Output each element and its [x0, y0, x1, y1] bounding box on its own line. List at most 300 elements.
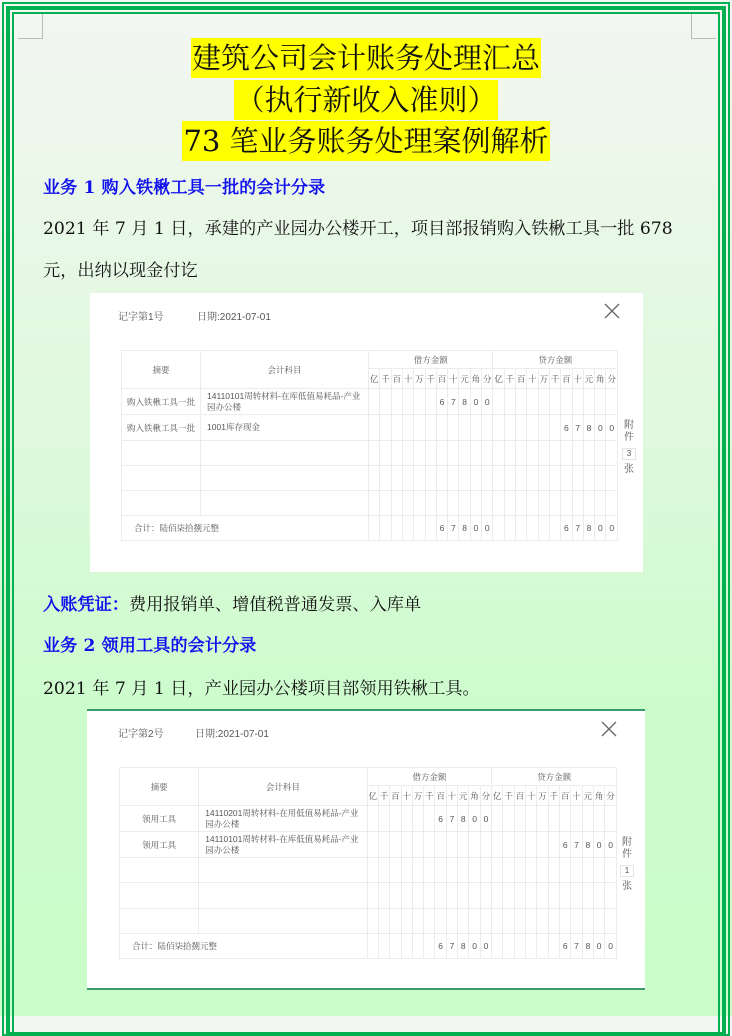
- entry-subject[interactable]: [199, 909, 367, 934]
- total-debit-digit: [367, 934, 378, 959]
- entry-row[interactable]: [122, 415, 618, 441]
- total-credit-digit: 8: [583, 516, 594, 541]
- debit-digit: [414, 466, 425, 491]
- entry-row[interactable]: [122, 389, 618, 415]
- entry-row[interactable]: [120, 858, 617, 883]
- credit-digit: [503, 806, 514, 832]
- debit-digit: 8: [458, 806, 469, 832]
- debit-digit: [391, 491, 402, 516]
- debit-digit: [367, 806, 378, 832]
- credit-digit: [582, 806, 593, 832]
- credit-digit: [503, 832, 514, 858]
- evidence-label: 入账凭证：: [43, 595, 129, 615]
- debit-digit: [459, 415, 470, 441]
- credit-digit: [492, 858, 503, 883]
- debit-digit: [414, 441, 425, 466]
- digit-unit-header: 百: [560, 786, 571, 806]
- debit-digit: [367, 909, 378, 934]
- total-debit-digit: 0: [470, 516, 481, 541]
- credit-digit: [606, 491, 618, 516]
- total-debit-digit: 0: [480, 934, 491, 959]
- entry-summary[interactable]: [122, 491, 201, 516]
- total-credit-digit: 0: [605, 934, 617, 959]
- debit-digit: 7: [448, 389, 459, 415]
- attachment-label-zhang: 张: [622, 881, 632, 892]
- debit-digit: [480, 883, 491, 909]
- debit-digit: [367, 858, 378, 883]
- entry-summary[interactable]: [120, 858, 199, 883]
- total-label: 合计：陆佰柒拾捌元整: [122, 516, 369, 541]
- credit-digit: [572, 491, 583, 516]
- credit-digit: [503, 858, 514, 883]
- credit-digit: [527, 441, 538, 466]
- attachment-count: [620, 837, 634, 893]
- header-subject: 会计科目: [199, 768, 367, 806]
- debit-digit: [391, 441, 402, 466]
- credit-digit: [504, 491, 515, 516]
- entry-summary[interactable]: 领用工具: [120, 832, 199, 858]
- digit-unit-header: 元: [458, 786, 469, 806]
- debit-digit: [480, 832, 491, 858]
- debit-digit: [470, 415, 481, 441]
- credit-digit: 8: [582, 832, 593, 858]
- debit-digit: [425, 441, 436, 466]
- debit-digit: [369, 415, 380, 441]
- digit-unit-header: 百: [436, 369, 447, 389]
- total-credit-digit: 0: [606, 516, 618, 541]
- document-title-line-1: [0, 38, 732, 78]
- credit-digit: [503, 883, 514, 909]
- credit-digit: [492, 806, 503, 832]
- debit-digit: [436, 441, 447, 466]
- digit-unit-header: 千: [425, 369, 436, 389]
- digit-unit-header: 百: [435, 786, 446, 806]
- debit-digit: [412, 806, 423, 832]
- credit-digit: [526, 858, 537, 883]
- entry-subject[interactable]: 14110201周转材料-在用低值易耗品-产业园办公楼: [199, 806, 367, 832]
- entry-subject[interactable]: [199, 883, 367, 909]
- document-title-line-3: [0, 121, 732, 161]
- total-credit-digit: [527, 516, 538, 541]
- debit-digit: [470, 491, 481, 516]
- total-debit-digit: [378, 934, 389, 959]
- voucher-entry-table: [119, 767, 617, 959]
- debit-digit: 0: [480, 806, 491, 832]
- debit-digit: [436, 466, 447, 491]
- credit-digit: [605, 909, 617, 934]
- debit-digit: [470, 466, 481, 491]
- document-title-line-2: [0, 80, 732, 120]
- credit-digit: [571, 883, 582, 909]
- debit-digit: [380, 491, 391, 516]
- digit-unit-header: 千: [549, 369, 560, 389]
- total-debit-digit: 6: [436, 516, 447, 541]
- debit-digit: [391, 389, 402, 415]
- debit-digit: [436, 491, 447, 516]
- debit-digit: [402, 389, 413, 415]
- entry-row[interactable]: [120, 909, 617, 934]
- debit-digit: [402, 466, 413, 491]
- digit-unit-header: 千: [503, 786, 514, 806]
- credit-digit: [537, 858, 548, 883]
- credit-digit: [593, 806, 604, 832]
- credit-digit: [514, 909, 525, 934]
- title-text: 73 笔业务账务处理案例解析: [182, 121, 549, 161]
- total-debit-digit: [425, 516, 436, 541]
- debit-digit: 6: [436, 389, 447, 415]
- entry-row[interactable]: [122, 441, 618, 466]
- debit-digit: [424, 883, 435, 909]
- credit-digit: [504, 466, 515, 491]
- credit-digit: 0: [606, 415, 618, 441]
- credit-digit: 0: [593, 832, 604, 858]
- entry-subject[interactable]: [201, 491, 369, 516]
- debit-digit: [401, 832, 412, 858]
- total-credit-digit: [526, 934, 537, 959]
- entry-row[interactable]: [120, 883, 617, 909]
- attachment-count-input[interactable]: 3: [622, 448, 636, 460]
- total-debit-digit: [412, 934, 423, 959]
- credit-digit: [595, 389, 606, 415]
- digit-unit-header: 百: [514, 786, 525, 806]
- debit-digit: 7: [446, 806, 457, 832]
- digit-unit-header: 万: [538, 369, 549, 389]
- digit-unit-header: 万: [537, 786, 548, 806]
- credit-digit: [503, 909, 514, 934]
- total-debit-digit: 8: [458, 934, 469, 959]
- credit-digit: 6: [561, 415, 572, 441]
- credit-digit: [595, 441, 606, 466]
- credit-digit: [516, 415, 527, 441]
- credit-digit: [561, 441, 572, 466]
- debit-digit: [446, 832, 457, 858]
- voucher-2: [87, 709, 645, 990]
- total-debit-digit: [402, 516, 413, 541]
- digit-unit-header: 角: [469, 786, 480, 806]
- debit-digit: [380, 415, 391, 441]
- debit-digit: [380, 441, 391, 466]
- debit-digit: [435, 883, 446, 909]
- debit-digit: [469, 858, 480, 883]
- credit-digit: [527, 389, 538, 415]
- credit-digit: [504, 389, 515, 415]
- entry-row[interactable]: [122, 491, 618, 516]
- digit-unit-header: 万: [414, 369, 425, 389]
- entry-summary[interactable]: [120, 909, 199, 934]
- header-debit: 借方金额: [367, 768, 492, 786]
- digit-unit-header: 千: [424, 786, 435, 806]
- digit-unit-header: 十: [571, 786, 582, 806]
- credit-digit: [549, 466, 560, 491]
- debit-digit: [482, 466, 493, 491]
- credit-digit: [571, 909, 582, 934]
- credit-digit: [537, 806, 548, 832]
- digit-unit-header: 千: [378, 786, 389, 806]
- debit-digit: [390, 858, 401, 883]
- digit-unit-header: 十: [572, 369, 583, 389]
- total-label: 合计：陆佰柒拾捌元整: [120, 934, 368, 959]
- credit-digit: [526, 832, 537, 858]
- credit-digit: [514, 858, 525, 883]
- credit-digit: [605, 883, 617, 909]
- digit-unit-header: 千: [504, 369, 515, 389]
- credit-digit: [514, 806, 525, 832]
- credit-digit: [548, 858, 559, 883]
- credit-digit: [582, 883, 593, 909]
- debit-digit: [369, 389, 380, 415]
- credit-digit: [549, 441, 560, 466]
- total-credit-digit: 8: [582, 934, 593, 959]
- debit-digit: [401, 883, 412, 909]
- entry-subject[interactable]: [199, 858, 367, 883]
- voucher-date: 日期:2021-07-01: [195, 729, 269, 740]
- digit-unit-header: 亿: [493, 369, 504, 389]
- credit-digit: 7: [572, 415, 583, 441]
- debit-digit: [482, 491, 493, 516]
- debit-digit: [390, 806, 401, 832]
- credit-digit: [514, 883, 525, 909]
- credit-digit: [492, 883, 503, 909]
- credit-digit: [561, 491, 572, 516]
- debit-digit: 0: [469, 806, 480, 832]
- total-debit-digit: 0: [482, 516, 493, 541]
- attachment-label-zhang: 张: [624, 464, 634, 475]
- credit-digit: [493, 389, 504, 415]
- digit-unit-header: 十: [446, 786, 457, 806]
- entry-summary[interactable]: [122, 466, 201, 491]
- total-credit-digit: [514, 934, 525, 959]
- credit-digit: [593, 909, 604, 934]
- business-1-heading: 业务 1 购入铁楸工具一批的会计分录: [43, 178, 326, 198]
- close-icon[interactable]: [599, 719, 619, 739]
- credit-digit: [606, 389, 618, 415]
- header-credit: 贷方金额: [493, 351, 618, 369]
- margin-corner-mark-left: [18, 14, 43, 39]
- total-credit-digit: 7: [572, 516, 583, 541]
- digit-unit-header: 百: [390, 786, 401, 806]
- header-debit: 借方金额: [369, 351, 493, 369]
- entry-row[interactable]: [120, 806, 617, 832]
- digit-unit-header: 十: [402, 369, 413, 389]
- debit-digit: [458, 858, 469, 883]
- debit-digit: [435, 858, 446, 883]
- debit-digit: [367, 883, 378, 909]
- debit-digit: [435, 909, 446, 934]
- entry-subject[interactable]: 1001库存现金: [201, 415, 369, 441]
- total-credit-digit: [492, 934, 503, 959]
- entry-summary[interactable]: [122, 441, 201, 466]
- total-debit-digit: [391, 516, 402, 541]
- debit-digit: [425, 466, 436, 491]
- debit-digit: [380, 466, 391, 491]
- debit-digit: [412, 883, 423, 909]
- business-2-description-line-1: 2021 年 7 月 1 日，产业园办公楼项目部领用铁楸工具。: [43, 679, 480, 699]
- debit-digit: [424, 858, 435, 883]
- digit-unit-header: 元: [582, 786, 593, 806]
- credit-digit: [605, 858, 617, 883]
- total-credit-digit: [503, 934, 514, 959]
- entry-subject[interactable]: 14110101周转材料-在库低值易耗品-产业园办公楼: [201, 389, 369, 415]
- debit-digit: [446, 858, 457, 883]
- total-debit-digit: 7: [448, 516, 459, 541]
- title-text: 建筑公司会计账务处理汇总: [191, 38, 541, 78]
- debit-digit: [459, 466, 470, 491]
- digit-unit-header: 千: [380, 369, 391, 389]
- total-credit-digit: [549, 516, 560, 541]
- credit-digit: [527, 415, 538, 441]
- credit-digit: 0: [605, 832, 617, 858]
- digit-unit-header: 分: [606, 369, 618, 389]
- entry-subject[interactable]: [201, 441, 369, 466]
- credit-digit: [605, 806, 617, 832]
- credit-digit: [548, 883, 559, 909]
- credit-digit: [493, 466, 504, 491]
- header-summary: 摘要: [120, 768, 199, 806]
- credit-digit: [583, 491, 594, 516]
- total-debit-digit: [369, 516, 380, 541]
- credit-digit: [572, 389, 583, 415]
- entry-subject[interactable]: [201, 466, 369, 491]
- debit-digit: [390, 883, 401, 909]
- attachment-label-jian: 件: [624, 432, 634, 443]
- digit-unit-header: 十: [526, 786, 537, 806]
- credit-digit: [526, 909, 537, 934]
- debit-digit: [378, 883, 389, 909]
- credit-digit: [537, 909, 548, 934]
- digit-unit-header: 百: [391, 369, 402, 389]
- debit-digit: [378, 858, 389, 883]
- credit-digit: [595, 491, 606, 516]
- credit-digit: [526, 883, 537, 909]
- credit-digit: [514, 832, 525, 858]
- debit-digit: [448, 415, 459, 441]
- credit-digit: [493, 441, 504, 466]
- credit-digit: [572, 466, 583, 491]
- debit-digit: [424, 832, 435, 858]
- digit-unit-header: 元: [459, 369, 470, 389]
- digit-unit-header: 分: [605, 786, 617, 806]
- debit-digit: [425, 415, 436, 441]
- debit-digit: [448, 441, 459, 466]
- credit-digit: [560, 883, 571, 909]
- total-debit-digit: 8: [459, 516, 470, 541]
- debit-digit: [402, 415, 413, 441]
- credit-digit: [504, 441, 515, 466]
- credit-digit: [583, 466, 594, 491]
- debit-digit: [402, 491, 413, 516]
- business-1-evidence: [43, 590, 421, 615]
- credit-digit: [561, 389, 572, 415]
- total-debit-digit: [414, 516, 425, 541]
- credit-digit: [571, 806, 582, 832]
- header-subject: 会计科目: [201, 351, 369, 389]
- digit-unit-header: 十: [527, 369, 538, 389]
- debit-digit: [378, 806, 389, 832]
- debit-digit: 0: [470, 389, 481, 415]
- debit-digit: [459, 441, 470, 466]
- digit-unit-header: 十: [448, 369, 459, 389]
- debit-digit: [401, 858, 412, 883]
- debit-digit: [436, 415, 447, 441]
- debit-digit: [412, 858, 423, 883]
- close-icon[interactable]: [602, 301, 622, 321]
- total-credit-digit: [516, 516, 527, 541]
- debit-digit: [424, 909, 435, 934]
- credit-digit: [582, 909, 593, 934]
- credit-digit: [493, 415, 504, 441]
- total-debit-digit: 6: [435, 934, 446, 959]
- debit-digit: [378, 832, 389, 858]
- credit-digit: 7: [571, 832, 582, 858]
- attachment-label-jian: 件: [622, 849, 632, 860]
- digit-unit-header: 分: [480, 786, 491, 806]
- debit-digit: [482, 415, 493, 441]
- credit-digit: 8: [583, 415, 594, 441]
- debit-digit: [482, 441, 493, 466]
- credit-digit: [504, 415, 515, 441]
- digit-unit-header: 亿: [367, 786, 378, 806]
- credit-digit: [516, 389, 527, 415]
- digit-unit-header: 角: [595, 369, 606, 389]
- credit-digit: [583, 389, 594, 415]
- debit-digit: [391, 415, 402, 441]
- digit-unit-header: 角: [470, 369, 481, 389]
- voucher-date: 日期:2021-07-01: [197, 312, 271, 323]
- total-credit-digit: [504, 516, 515, 541]
- digit-unit-header: 亿: [492, 786, 503, 806]
- debit-digit: [458, 832, 469, 858]
- credit-digit: [548, 909, 559, 934]
- total-credit-digit: [538, 516, 549, 541]
- debit-digit: [380, 389, 391, 415]
- digit-unit-header: 千: [548, 786, 559, 806]
- credit-digit: [606, 466, 618, 491]
- entry-summary[interactable]: 购入铁楸工具一批: [122, 389, 201, 415]
- total-credit-digit: [548, 934, 559, 959]
- business-1-description-line-1: 2021 年 7 月 1 日，承建的产业园办公楼开工，项目部报销购入铁楸工具一批 678: [43, 219, 673, 239]
- debit-digit: [425, 491, 436, 516]
- entry-summary[interactable]: 购入铁楸工具一批: [122, 415, 201, 441]
- digit-unit-header: 分: [482, 369, 493, 389]
- credit-digit: [560, 806, 571, 832]
- debit-digit: [369, 491, 380, 516]
- credit-digit: [492, 909, 503, 934]
- digit-unit-header: 亿: [369, 369, 380, 389]
- voucher-entry-table: [121, 350, 618, 541]
- total-credit-digit: 6: [560, 934, 571, 959]
- entry-summary[interactable]: [120, 883, 199, 909]
- entry-row[interactable]: [120, 832, 617, 858]
- entry-subject[interactable]: 14110101周转材料-在库低值易耗品-产业园办公楼: [199, 832, 367, 858]
- header-credit: 贷方金额: [492, 768, 617, 786]
- debit-digit: [390, 832, 401, 858]
- credit-digit: [561, 466, 572, 491]
- debit-digit: [412, 909, 423, 934]
- total-debit-digit: [401, 934, 412, 959]
- debit-digit: [367, 832, 378, 858]
- entry-summary[interactable]: 领用工具: [120, 806, 199, 832]
- entry-row[interactable]: [122, 466, 618, 491]
- credit-digit: [527, 466, 538, 491]
- debit-digit: 6: [435, 806, 446, 832]
- voucher-1: [90, 293, 643, 572]
- debit-digit: [414, 491, 425, 516]
- digit-unit-header: 百: [561, 369, 572, 389]
- total-debit-digit: 0: [469, 934, 480, 959]
- attachment-count-input[interactable]: 1: [620, 865, 634, 877]
- credit-digit: 0: [595, 415, 606, 441]
- debit-digit: [414, 389, 425, 415]
